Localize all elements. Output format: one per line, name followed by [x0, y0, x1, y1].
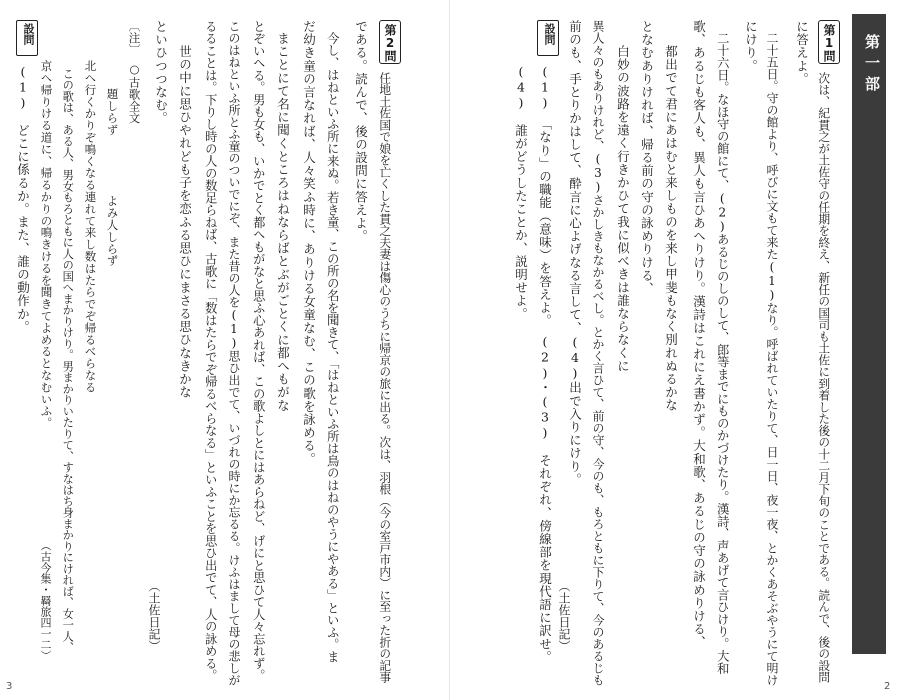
q2-line: このはねといふ所とふ童のついでにぞ、また昔の人を(1)思ひ出でて、いづれの時にか忘るる。けふはまして母の悲しが [227, 20, 241, 686]
q2-notes-source: （古今集・羇旅四一二） [39, 540, 52, 661]
q1-line: 歌、あるじも客人も、異人も言ひあへりけり。漢詩はこれにえ書かず。大和歌、あるじの守の詠めりける、 [691, 20, 707, 649]
page-number-left: 3 [6, 681, 13, 692]
q1-source: （土佐日記） [557, 580, 571, 652]
q1-setsumon-label: 設問 [537, 20, 559, 56]
q2-line: 任地土佐国で娘を亡くした貫之夫妻は傷心のうちに帰京の旅に出る。次は、羽根（今の室戸市内）に至った折の記事 [377, 72, 392, 683]
q1-line: 次は、紀貫之が土佐守の任期を終え、新任の国司も土佐に到着した後の十二月下旬のことである。読んで、後の設問 [816, 72, 831, 683]
q1-poem: 都出でて君にあはむと来しものを来し甲斐もなく別れぬるかな [663, 45, 679, 412]
q1-line: 二十六日。なほ守の館にて、(2)あるじのしのして、郎等までにものかづけたり。漢詩、声あげて言ひけり。大和 [715, 32, 730, 675]
q2-notes-label: 〔注〕 [127, 20, 142, 56]
q2-setsumon-label: 設問 [16, 20, 38, 56]
q2-poem: まことにて名に聞くところはねならばとぶがごとくに都へもがな [275, 32, 291, 412]
q2-line: だ幼き童の言なれば、人々笑ふ時に、ありける女童なむ、この歌を詠める。 [301, 20, 317, 466]
q2-line: といひつつなむ。 [153, 20, 169, 125]
q1-question: (1) 「なり」の職能（意味）を答えよ。 (2)・(3) それぞれ、傍線部を現代語に訳せ。 [537, 64, 553, 664]
q1-line: にけり。 [743, 20, 759, 73]
q2-line: るることは。下りし時の人の数足らねば、古歌に「数はたらでぞ帰るべらなる」といふことを思ひ出でて、人の詠める。 [203, 20, 218, 682]
q2-note: 北へ行くかりぞ鳴くなる連れて来し数はたらでぞ帰るべらなる [83, 60, 98, 394]
q1-question: (4) 誰がどうしたことか、説明せよ。 [513, 64, 529, 321]
q1-line: 異人々のもありけれど、(3)さかしきもなかるべし。とかく言ひて、前の守、今のも、もろともに下りて、今のあるじも [591, 20, 605, 686]
q2-line: とぞいへる。男も女も、いかでとく都へもがなと思ふ心あれば、この歌よしとにはあらねど、げにと思ひて人々忘れず。 [251, 20, 266, 682]
q2-note: ○古歌全文 [127, 62, 142, 124]
q2-badge: 第2問 [379, 20, 401, 64]
q1-poem: 白妙の波路を遠く行きかひて我に似べきは誰ならなくに [615, 45, 631, 373]
q1-badge: 第1問 [818, 20, 840, 64]
part-label: 第一部 [863, 34, 881, 97]
q2-note: 京へ帰りける道に、帰るかりの鳴きけるを聞きてよめるとなむいふ。 [39, 60, 54, 429]
q2-note: この歌は、ある人、男女もろともに人の国へまかりけり。男まかりいたりて、すなはち身まかりにければ、女一人、 [61, 68, 75, 653]
page-number-right: 2 [884, 681, 891, 692]
page-gutter [449, 0, 450, 700]
q1-line: となむありければ、帰る前の守の詠めりける、 [639, 20, 655, 296]
q1-line: に答えよ。 [794, 20, 810, 86]
q2-poem: 世の中に思ひやれども子を恋ふる思ひにまさる思ひなきかな [177, 45, 193, 399]
q1-line: 前のも、手とりかはして、酔言に心よげなる言して、(4)出で入りにけり。 [567, 20, 583, 486]
q1-line: 二十五日。守の館より、呼びに文もて来た(1)なり。呼ばれていたりて、日一日、夜一夜、とかくあそぶやうにて明け [765, 32, 779, 686]
q2-line: 今し、はねといふ所に来ぬ。若き童、この所の名を聞きて、「はねといふ所は鳥のはねのやうにやある」といふ。ま [325, 32, 340, 663]
q2-question: (1) どこに係るか。また、誰の動作か。 [15, 64, 31, 334]
q2-source: （土佐日記） [147, 580, 161, 652]
q2-note: 題しらず よみ人しらず [105, 88, 120, 267]
q2-line: である。読んで、後の設問に答えよ。 [353, 20, 369, 243]
part-tab [852, 14, 886, 654]
